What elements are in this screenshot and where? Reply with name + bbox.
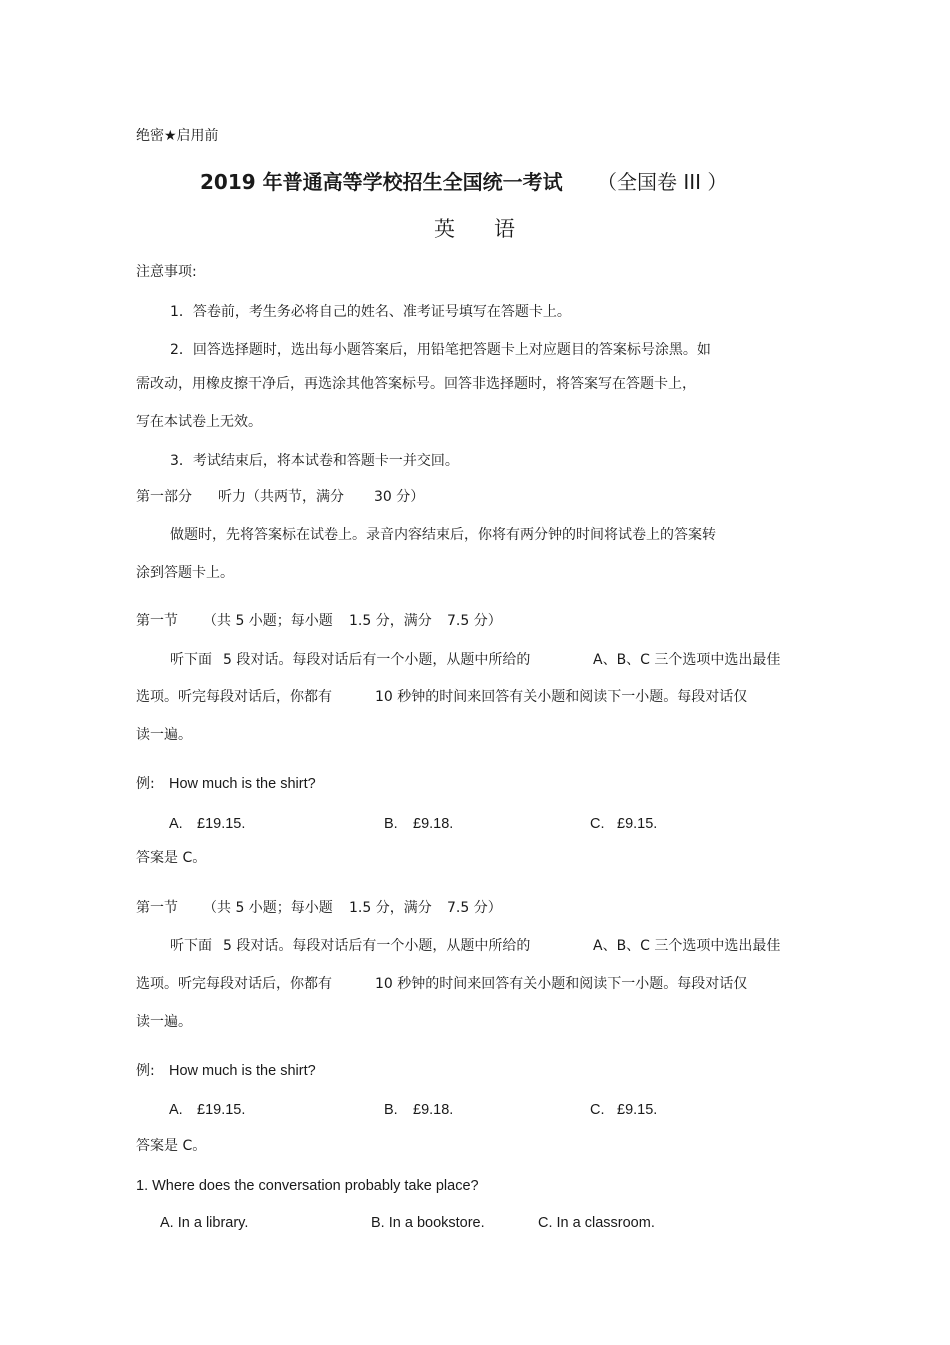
- subject-char-1: 英: [434, 217, 455, 241]
- section1-instr2-b: 10 秒钟的时间来回答有关小题和阅读下一小题。每段对话仅: [375, 689, 748, 705]
- example-option-b-label: B.: [384, 816, 398, 832]
- section1-instr3: 读一遍。: [136, 727, 192, 743]
- example-repeat-option-a: £19.15.: [197, 1102, 246, 1118]
- notice-item-2-line-1: 2．回答选择题时，选出每小题答案后，用铅笔把答题卡上对应题目的答案标号涂黑。如: [170, 342, 711, 358]
- example-repeat-question: How much is the shirt?: [169, 1063, 316, 1079]
- example-option-a: £19.15.: [197, 816, 246, 832]
- example-label: 例:: [136, 776, 155, 792]
- section1-instr2-a: 选项。听完每段对话后，你都有: [136, 689, 332, 705]
- section1-heading-count: （共 5 小题；每小题: [203, 613, 333, 629]
- example-repeat-option-b-label: B.: [384, 1102, 398, 1118]
- section1-instr-b: 5 段对话。每段对话后有一个小题，从题中所给的: [223, 652, 531, 668]
- question-1-option-c: C. In a classroom.: [538, 1215, 655, 1231]
- notice-item-3: 3．考试结束后，将本试卷和答题卡一并交回。: [170, 453, 459, 469]
- section1-repeat-heading-count: （共 5 小题；每小题: [203, 900, 333, 916]
- section1-repeat-instr2-a: 选项。听完每段对话后，你都有: [136, 976, 332, 992]
- section1-repeat-heading-total: 7.5 分）: [447, 900, 502, 916]
- part1-heading-label: 第一部分: [136, 489, 192, 505]
- section1-instr-c: A、B、C 三个选项中选出最佳: [593, 652, 781, 668]
- subject-char-2: 语: [494, 217, 515, 241]
- example-answer: 答案是 C。: [136, 850, 207, 866]
- notice-item-2-line-3: 写在本试卷上无效。: [136, 414, 262, 430]
- section1-instr-a: 听下面: [170, 652, 212, 668]
- question-1-text: 1. Where does the conversation probably take place?: [136, 1178, 479, 1194]
- secret-mark: 绝密★启用前: [136, 128, 219, 144]
- section1-heading-points: 1.5 分，满分: [349, 613, 432, 629]
- example-repeat-option-c-label: C.: [590, 1102, 605, 1118]
- question-1-option-b: B. In a bookstore.: [371, 1215, 485, 1231]
- example-option-c: £9.15.: [617, 816, 658, 832]
- section1-repeat-instr2-b: 10 秒钟的时间来回答有关小题和阅读下一小题。每段对话仅: [375, 976, 748, 992]
- part1-heading-score: 30 分）: [374, 489, 425, 505]
- exam-title: 2019 年普通高等学校招生全国统一考试: [200, 170, 563, 194]
- part1-intro-line-1: 做题时，先将答案标在试卷上。录音内容结束后，你将有两分钟的时间将试卷上的答案转: [170, 527, 716, 543]
- example-repeat-option-c: £9.15.: [617, 1102, 658, 1118]
- section1-repeat-heading-points: 1.5 分，满分: [349, 900, 432, 916]
- notice-item-2-line-2: 需改动，用橡皮擦干净后，再选涂其他答案标号。回答非选择题时，将答案写在答题卡上，: [136, 376, 696, 392]
- section1-repeat-instr3: 读一遍。: [136, 1014, 192, 1030]
- part1-heading-title: 听力（共两节，满分: [218, 489, 344, 505]
- part1-intro-line-2: 涂到答题卡上。: [136, 565, 234, 581]
- example-option-c-label: C.: [590, 816, 605, 832]
- example-option-a-label: A.: [169, 816, 183, 832]
- example-repeat-answer: 答案是 C。: [136, 1138, 207, 1154]
- question-1-option-a: A. In a library.: [160, 1215, 249, 1231]
- section1-repeat-instr-b: 5 段对话。每段对话后有一个小题，从题中所给的: [223, 938, 531, 954]
- section1-heading-total: 7.5 分）: [447, 613, 502, 629]
- example-repeat-option-b: £9.18.: [413, 1102, 454, 1118]
- example-repeat-label: 例:: [136, 1063, 155, 1079]
- section1-repeat-heading-label: 第一节: [136, 900, 178, 916]
- section1-heading-label: 第一节: [136, 613, 178, 629]
- exam-title-paren: （全国卷 III ）: [597, 170, 728, 194]
- example-repeat-option-a-label: A.: [169, 1102, 183, 1118]
- notice-item-1: 1．答卷前，考生务必将自己的姓名、准考证号填写在答题卡上。: [170, 304, 571, 320]
- example-option-b: £9.18.: [413, 816, 454, 832]
- example-question: How much is the shirt?: [169, 776, 316, 792]
- notice-heading: 注意事项:: [136, 264, 197, 280]
- section1-repeat-instr-a: 听下面: [170, 938, 212, 954]
- section1-repeat-instr-c: A、B、C 三个选项中选出最佳: [593, 938, 781, 954]
